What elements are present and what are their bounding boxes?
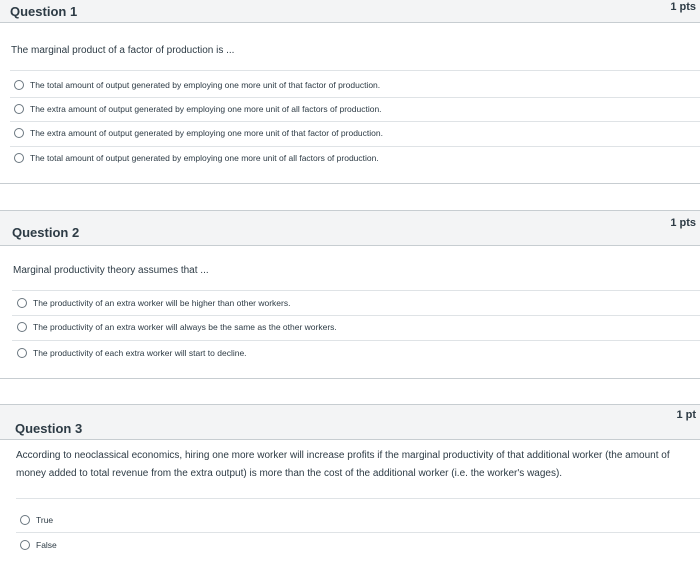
answer-label: The productivity of each extra worker will start to decline. [33,348,247,358]
question-1-points: 1 pts [670,1,696,13]
question-1-answer-1[interactable] [14,80,380,90]
question-1-header [0,0,700,23]
answer-divider [10,97,700,98]
question-1-answer-3[interactable] [14,128,383,138]
answer-label: The extra amount of output generated by employing one more unit of that factor of production. [30,128,383,138]
answer-label: True [36,515,54,525]
answer-divider [10,146,700,147]
answer-label: False [36,540,57,550]
radio-icon[interactable] [14,128,24,138]
answer-label: The productivity of an extra worker will always be the same as the other workers. [33,322,337,332]
radio-icon[interactable] [17,298,27,308]
question-2-prompt: Marginal productivity theory assumes that ... [13,265,209,276]
question-2-title: Question 2 [12,225,80,240]
question-3-answer-false[interactable] [20,540,57,550]
answer-divider [12,315,700,316]
answer-divider [16,532,700,533]
question-1-prompt: The marginal product of a factor of production is ... [11,45,235,56]
radio-icon[interactable] [17,348,27,358]
question-1-answer-2[interactable] [14,104,382,114]
question-3-title: Question 3 [15,421,83,436]
answer-divider [10,121,700,122]
question-3-points: 1 pt [676,409,696,421]
question-1-answer-4[interactable] [14,153,379,163]
question-3-prompt: According to neoclassical economics, hiring one more worker will increase profits if the marginal productivity of that additional worker (the amount of money added to total revenue from the extra output) is more than the cost of the additional worker (i.e. the worker's wages). [16,450,670,479]
answer-label: The total amount of output generated by employing one more unit of all factors of production. [30,153,379,163]
answer-label: The extra amount of output generated by employing one more unit of all factors of production. [30,104,382,114]
question-3-header [0,404,700,440]
question-3-divider [16,498,700,499]
question-1-title: Question 1 [10,4,78,19]
radio-icon[interactable] [14,104,24,114]
radio-icon[interactable] [14,153,24,163]
question-2-answer-2[interactable] [17,322,337,332]
radio-icon[interactable] [20,540,30,550]
question-2-header [0,210,700,246]
radio-icon[interactable] [17,322,27,332]
question-2-points: 1 pts [670,217,696,229]
question-2-answer-3[interactable] [17,348,247,358]
answer-label: The total amount of output generated by employing one more unit of that factor of production. [30,80,381,90]
radio-icon[interactable] [20,515,30,525]
question-3-answer-true[interactable] [20,515,53,525]
question-1-divider [10,70,700,71]
radio-icon[interactable] [14,80,24,90]
answer-label: The productivity of an extra worker will be higher than other workers. [33,298,291,308]
answer-divider [12,340,700,341]
question-1-bottom-border [0,183,700,184]
question-2-bottom-border [0,378,700,379]
question-2-divider [12,290,700,291]
question-2-answer-1[interactable] [17,298,290,308]
